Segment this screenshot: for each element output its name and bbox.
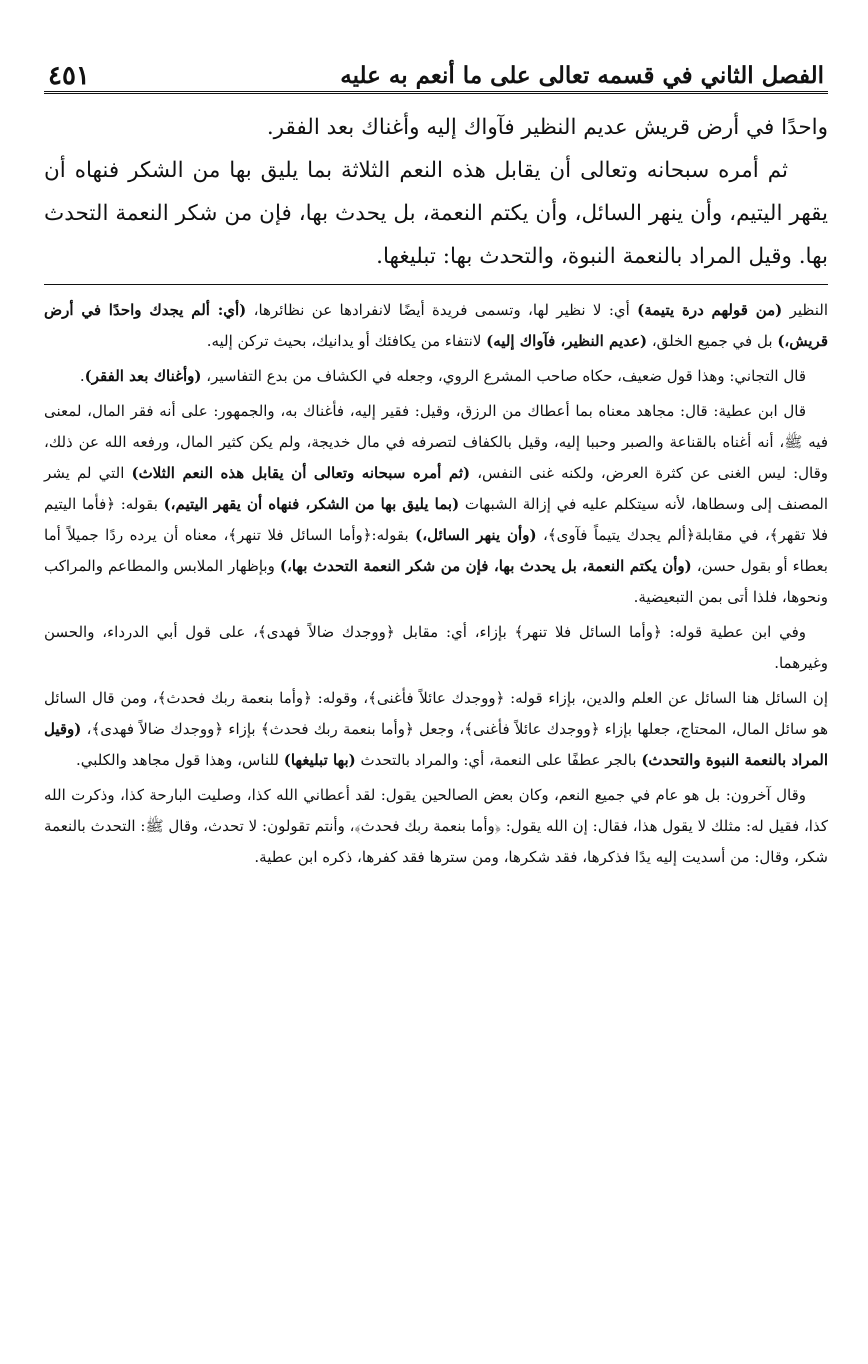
main-paragraph-2: ثم أمره سبحانه وتعالى أن يقابل هذه النعم الثلاثة بما يليق بها من الشكر فنهاه أن يقهر اليتيم، وأن ينهر السائل، وأن يكتم النعمة، بل يحدث بها، فإن من شكر النعمة التحدث بها. وقيل المراد بالنعمة النبوة، والتحدث بها: تبليغها. <box>44 158 828 269</box>
commentary-paragraph-3 <box>44 396 828 613</box>
running-header <box>44 55 828 94</box>
commentary-paragraph-1 <box>44 295 828 357</box>
quoted-matn: (وأغناك بعد الفقر) <box>84 367 202 385</box>
commentary-paragraph-4: وفي ابن عطية قوله: ﴿وأما السائل فلا تنهر﴾ بإزاء، أي: مقابل ﴿ووجدك ضالاً فهدى﴾، على قول أبي الدرداء، والحسن وغيرهما. <box>44 623 828 672</box>
commentary-text: وبإظهار الملابس والمطاعم والمراكب ونحوها، فلذا أتى بمن التبعيضية. <box>44 557 828 606</box>
chapter-title: الفصل الثاني في قسمه تعالى على ما أنعم به عليه <box>340 62 824 89</box>
commentary <box>44 295 828 873</box>
main-paragraph-1: واحدًا في أرض قريش عديم النظير فآواك إليه وأغناك بعد الفقر. <box>266 115 828 140</box>
commentary-text: قال ابن عطية: قال: مجاهد معناه بما أعطاك من الرزق، وقيل: فقير إليه، فأغناك به، والجمهور: على أنه فقر المال، لمعنى فيه ﷺ، أنه أغناه بالقناعة والصبر وحببا إليه، وقيل بالكفاف لتصرفه في مال خديجة، ولم يكن كثير المال، ورفعه الله عن ذلك، وقال: ليس الغنى عن كثرة العرض، ولكنه غنى النفس، <box>44 402 829 482</box>
quoted-matn: (بما يليق بها من الشكر، فنهاه أن يقهر اليتيم،) <box>163 495 460 513</box>
commentary-text: قال التجاني: وهذا قول ضعيف، حكاه صاحب المشرع الروي، وجعله في الكشاف من بدع التفاسير، <box>201 367 806 385</box>
section-divider <box>44 284 828 285</box>
quoted-matn: (من قولهم درة يتيمة) <box>637 301 783 319</box>
page-number: ٤٥١ <box>48 61 90 91</box>
commentary-text: . <box>79 367 85 385</box>
commentary-paragraph-2 <box>44 361 828 392</box>
quoted-matn: (وأن ينهر السائل،) <box>415 526 537 544</box>
commentary-text: بقوله:﴿وأما السائل فلا تنهر﴾، معناه أن يرده ردًا جميلاً أما بعطاء أو بقول حسن، <box>44 526 828 575</box>
quoted-matn: (عديم النظير، فآواك إليه) <box>486 332 648 350</box>
commentary-text: التي لم يشر المصنف إلى وسطاها، لأنه سيتكلم عليه في إزالة الشبهات <box>44 464 829 513</box>
commentary-text: إن السائل هنا السائل عن العلم والدين، بإزاء قوله: ﴿ووجدك عائلاً فأغنى﴾، وقوله: ﴿وأما بنعمة ربك فحدث﴾، ومن قال السائل هو سائل المال، المحتاج، جعلها بإزاء ﴿ووجدك عائلاً فأغنى﴾، وجعل ﴿وأما بنعمة ربك فحدث﴾ بإزاء ﴿ووجدك ضالاً فهدى﴾، <box>44 689 828 738</box>
commentary-text: بالجر عطفًا على النعمة، أي: والمراد بالتحدث <box>355 751 642 769</box>
commentary-text: لانتفاء من يكافئك أو يدانيك، بحيث تركن إليه. <box>206 332 487 350</box>
commentary-text: أي: لا نظير لها، وتسمى فريدة أيضًا لانفرادها عن نظائرها، <box>246 301 638 319</box>
quoted-matn: (وأن يكتم النعمة، بل يحدث بها، فإن من شكر النعمة التحدث بها،) <box>279 557 692 575</box>
commentary-text: بل في جميع الخلق، <box>647 332 778 350</box>
commentary-text: بقوله: ﴿فأما اليتيم فلا تقهر﴾، في مقابلة﴿ألم يجدك يتيماً فآوى﴾، <box>44 495 828 544</box>
commentary-text: للناس، وهذا قول مجاهد والكلبي. <box>75 751 284 769</box>
quoted-matn: (أي: ألم يجدك واحدًا في أرض قريش،) <box>44 301 828 350</box>
commentary-paragraph-5 <box>44 683 828 776</box>
quoted-matn: (بها تبليغها) <box>283 751 356 769</box>
quoted-matn: (وقيل المراد بالنعمة النبوة والتحدث) <box>44 720 828 769</box>
quoted-matn: (ثم أمره سبحانه وتعالى أن يقابل هذه النعم الثلاث) <box>131 464 471 482</box>
main-text <box>44 106 828 278</box>
commentary-paragraph-6: وقال آخرون: بل هو عام في جميع النعم، وكان بعض الصالحين يقول: لقد أعطاني الله كذا، وصليت البارحة كذا، وذكرت الله كذا، فقيل له: مثلك لا يقول هذا، فقال: إن الله يقول: ﴿وأما بنعمة ربك فحدث﴾، وأنتم تقولون: لا تحدث، وقال ﷺ: التحدث بالنعمة شكر، وقال: من أسديت إليه يدًا فذكرها، فقد شكرها، ومن سترها فقد كفرها، ذكره ابن عطية. <box>44 786 828 866</box>
commentary-text: النظير <box>782 301 828 319</box>
